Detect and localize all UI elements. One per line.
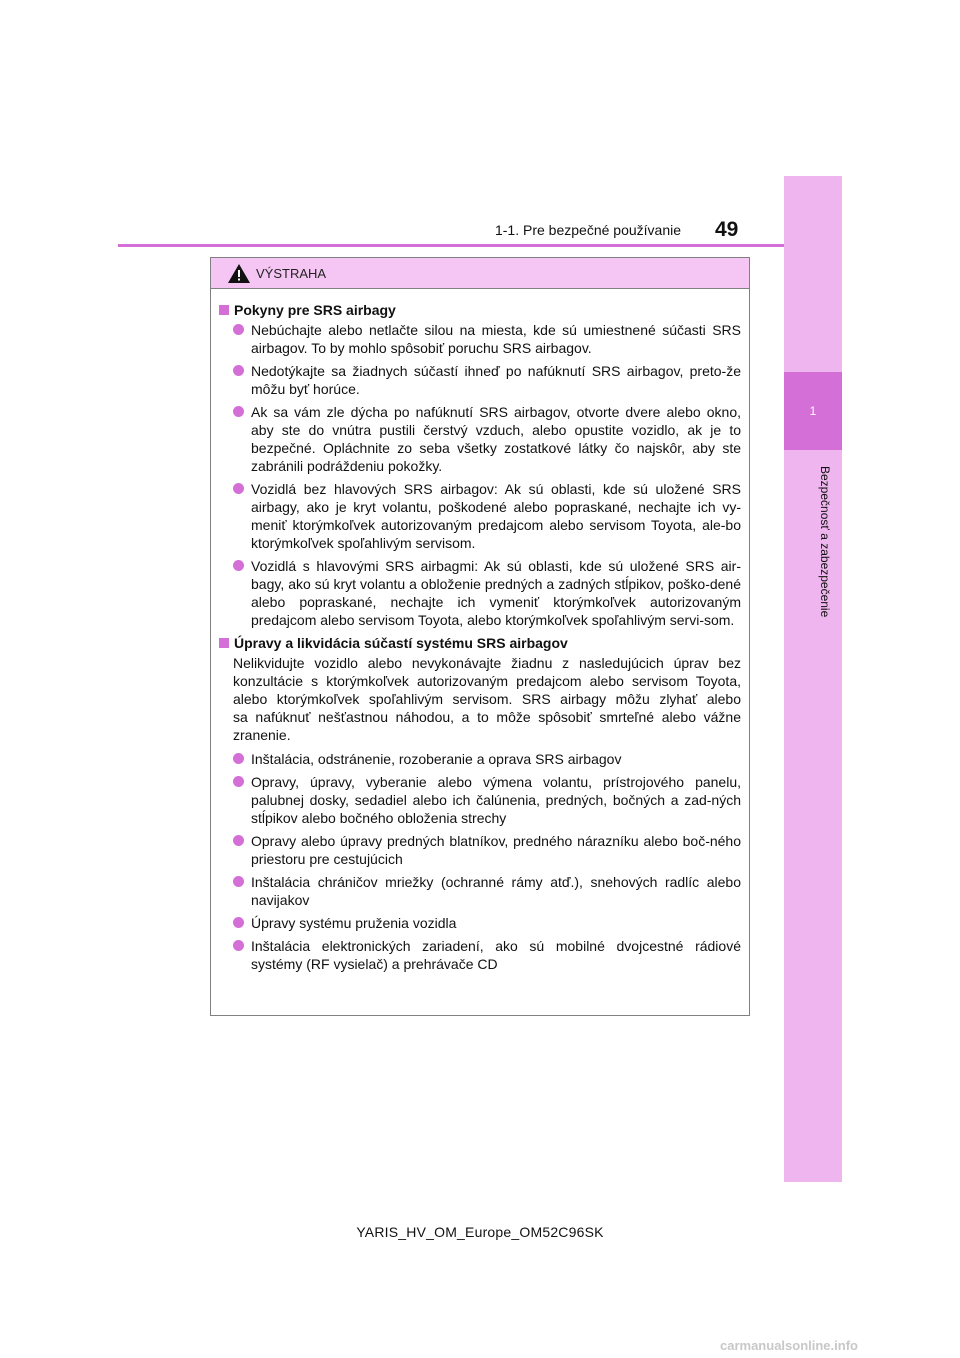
list-item-text: Nebúchajte alebo netlačte silou na miesta, kde sú umiestnené súčasti SRS airbagov. To by mohlo spôsobiť poruchu SRS airbagov. [251, 322, 741, 356]
section-heading-text: Pokyny pre SRS airbagy [234, 302, 396, 318]
list-item-text: Inštalácia, odstránenie, rozoberanie a oprava SRS airbagov [251, 751, 622, 767]
watermark[interactable]: carmanualsonline.info [720, 1338, 858, 1353]
paragraph-line: zranenie. [233, 727, 291, 743]
warning-title: VÝSTRAHA [256, 265, 327, 281]
warning-header [211, 258, 749, 289]
bullet-dot-icon [233, 483, 244, 494]
list-item [219, 873, 741, 909]
list-item-text: Opravy alebo úpravy predných blatníkov, predného nárazníku alebo boč-ného priestoru pre cestujúcich [251, 833, 741, 867]
bullet-dot-icon [233, 365, 244, 376]
list-item-text: Úpravy systému pruženia vozidla [251, 915, 457, 931]
list-item-text: Inštalácia elektronických zariadení, ako sú mobilné dvojcestné rádiové systémy (RF vysielač) a prehrávače CD [251, 938, 741, 972]
bullet-dot-icon [233, 560, 244, 571]
list-item-text: Inštalácia chráničov mriežky (ochranné rámy atď.), snehových radlíc alebo navijakov [251, 874, 741, 908]
header-rule [118, 244, 784, 247]
list-item [219, 773, 741, 827]
page-number: 49 [715, 218, 739, 241]
footer-code: YARIS_HV_OM_Europe_OM52C96SK [356, 1224, 604, 1240]
bullet-dot-icon [233, 406, 244, 417]
bullet-dot-icon [233, 835, 244, 846]
list-item-text: Vozidlá s hlavovými SRS airbagmi: Ak sú oblasti, kde sú uložené SRS air-bagy, ako sú kryt volantu a obloženie predných a zadných stĺpikov, poško-dené alebo popraskané, nechajte ich vymeniť ktorýmkoľvek autorizovaným predajcom alebo servisom Toyota, alebo ktorýmkoľvek spoľahlivým servi-som. [251, 558, 741, 628]
list-item-text: Vozidlá bez hlavových SRS airbagov: Ak sú oblasti, kde sú uložené SRS airbagy, ako je kryt volantu, poškodené alebo popraskané, nechajte ich vy-meniť ktorýmkoľvek autorizovaným predajcom alebo servisom Toyota, ale-bo ktorýmkoľvek spoľahlivým servisom. [251, 481, 741, 551]
list-item-text: Opravy, úpravy, vyberanie alebo výmena volantu, prístrojového panelu, palubnej dosky, sedadiel alebo ich čalúnenia, predných, bočných a zad-ných stĺpikov alebo bočného obloženia strechy [251, 774, 741, 826]
section-title: 1-1. Pre bezpečné používanie [494, 222, 681, 238]
section-paragraph [219, 654, 741, 744]
section-heading [219, 301, 741, 319]
list-item [219, 832, 741, 868]
warning-box [210, 257, 750, 1016]
paragraph-line: Nelikvidujte vozidlo alebo nevykonávajte žiadnu z nasledujúcich úprav bez [233, 655, 741, 671]
bullet-dot-icon [233, 324, 244, 335]
square-bullet-icon [219, 638, 229, 648]
bullet-dot-icon [233, 940, 244, 951]
list-item [219, 557, 741, 629]
paragraph-line: alebo ktorýmkoľvek spoľahlivým servisom. SRS airbagy môžu zlyhať alebo [233, 691, 741, 707]
list-item-text: Ak sa vám zle dýcha po nafúknutí SRS airbagov, otvorte dvere alebo okno, aby ste do vnútra pustili čerstvý vzduch, alebo opustite vozidlo, ak je to bezpečné. Opláchnite zo seba všetky zostatkové látky čo najskôr, aby ste zabránili podráždeniu pokožky. [251, 404, 741, 474]
chapter-number: 1 [784, 372, 842, 450]
section-heading [219, 634, 741, 652]
list-item [219, 403, 741, 475]
list-item [219, 937, 741, 973]
square-bullet-icon [219, 305, 229, 315]
list-item [219, 480, 741, 552]
list-item [219, 321, 741, 357]
warning-triangle-icon [228, 264, 250, 283]
paragraph-line: sa nafúknuť nešťastnou náhodou, a to môže spôsobiť smrteľné alebo vážne [233, 709, 741, 725]
bullet-dot-icon [233, 776, 244, 787]
warning-body [211, 289, 749, 973]
section-heading-text: Úpravy a likvidácia súčastí systému SRS airbagov [234, 635, 568, 651]
bullet-dot-icon [233, 876, 244, 887]
list-item [219, 914, 741, 932]
list-item [219, 750, 741, 768]
paragraph-line: konzultácie s ktorýmkoľvek autorizovaným predajcom alebo servisom Toyota, [233, 673, 741, 689]
bullet-dot-icon [233, 917, 244, 928]
list-item [219, 362, 741, 398]
list-item-text: Nedotýkajte sa žiadnych súčastí ihneď po nafúknutí SRS airbagov, preto-že môžu byť horúce. [251, 363, 741, 397]
chapter-label: Bezpečnosť a zabezpečenie [818, 466, 832, 618]
side-tab [784, 176, 842, 1182]
bullet-dot-icon [233, 753, 244, 764]
